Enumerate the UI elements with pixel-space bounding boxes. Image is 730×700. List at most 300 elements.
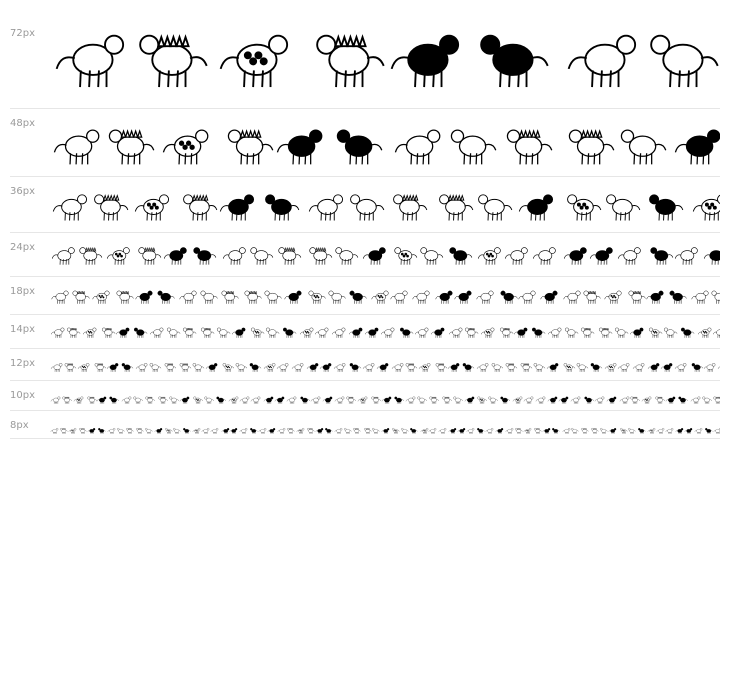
size-label: 10px bbox=[10, 390, 35, 401]
sea-serpent-glyph bbox=[234, 358, 248, 377]
dino-small-glyph bbox=[466, 420, 475, 438]
spotty-beast-glyph bbox=[697, 324, 713, 343]
stego-glyph bbox=[199, 324, 215, 343]
triceratops-glyph bbox=[306, 16, 389, 96]
glyph-strip bbox=[50, 176, 720, 232]
black-dino-glyph bbox=[154, 420, 163, 438]
scorpion-glyph bbox=[229, 420, 238, 438]
snake-glyph bbox=[299, 390, 311, 409]
curly-dragon-glyph bbox=[405, 390, 417, 409]
lion-triceratops-glyph bbox=[217, 185, 258, 227]
spotty-beast-glyph bbox=[370, 286, 391, 309]
lion-triceratops-glyph bbox=[665, 390, 677, 409]
scorpion-glyph bbox=[558, 390, 570, 409]
black-blob-glyph bbox=[562, 241, 590, 270]
black-blob-glyph bbox=[647, 358, 661, 377]
glyph-strip bbox=[50, 314, 720, 348]
lion-triceratops-glyph bbox=[273, 117, 328, 171]
feathered-glyph bbox=[262, 286, 283, 309]
sea-serpent-glyph bbox=[662, 324, 678, 343]
tiger-rex-glyph bbox=[530, 324, 546, 343]
stegosaurus-glyph bbox=[514, 420, 523, 438]
crocodile-glyph bbox=[712, 390, 720, 409]
duck-dino-glyph bbox=[148, 358, 162, 377]
crocodile-glyph bbox=[504, 358, 518, 377]
lizard-glyph bbox=[673, 241, 701, 270]
stegosaurus-glyph bbox=[76, 241, 104, 270]
cow-creature-glyph bbox=[105, 241, 133, 270]
feathered-glyph bbox=[168, 390, 180, 409]
glyph-strip bbox=[50, 348, 720, 380]
duck-dino-glyph bbox=[490, 358, 504, 377]
spotted-glyph bbox=[391, 241, 419, 270]
crocodile-glyph bbox=[219, 286, 240, 309]
black-dino-glyph bbox=[464, 390, 476, 409]
cow-creature-glyph bbox=[603, 286, 624, 309]
sample-row bbox=[10, 314, 720, 349]
snake-glyph bbox=[398, 324, 414, 343]
size-label: 36px bbox=[10, 186, 35, 197]
lizard-glyph bbox=[517, 286, 538, 309]
scorpion-glyph bbox=[364, 324, 380, 343]
curly-dragon-glyph bbox=[306, 185, 347, 227]
curly-tail-glyph bbox=[428, 420, 437, 438]
glyph-strip bbox=[50, 0, 720, 108]
stego-glyph bbox=[519, 358, 533, 377]
black-dino-glyph bbox=[179, 390, 191, 409]
black-cat-glyph bbox=[248, 358, 262, 377]
tiger-rex-glyph bbox=[461, 358, 475, 377]
bird-glyph bbox=[531, 241, 559, 270]
feathered-glyph bbox=[599, 420, 608, 438]
bird-glyph bbox=[210, 420, 219, 438]
lizard-glyph bbox=[310, 390, 322, 409]
bird-glyph bbox=[632, 358, 646, 377]
box-creature-glyph bbox=[606, 390, 618, 409]
tiger-rex-glyph bbox=[120, 358, 134, 377]
stegosaurus-glyph bbox=[404, 358, 418, 377]
dino-small-glyph bbox=[333, 358, 347, 377]
lion-triceratops-glyph bbox=[542, 420, 551, 438]
duck-dino-glyph bbox=[343, 420, 352, 438]
crocodile-glyph bbox=[163, 358, 177, 377]
spotted-glyph bbox=[249, 324, 265, 343]
glyph-strip bbox=[50, 276, 720, 314]
snake-glyph bbox=[583, 390, 595, 409]
lion-triceratops-glyph bbox=[385, 16, 468, 96]
snake-glyph bbox=[647, 241, 675, 270]
snake-glyph bbox=[690, 358, 704, 377]
size-label: 14px bbox=[10, 324, 35, 335]
platypus-glyph bbox=[50, 324, 66, 343]
triceratops-glyph bbox=[178, 185, 219, 227]
stegosaurus-glyph bbox=[345, 390, 357, 409]
black-dino-glyph bbox=[205, 358, 219, 377]
spotty-beast-glyph bbox=[604, 358, 618, 377]
scorpion-glyph bbox=[457, 420, 466, 438]
triceratops-glyph bbox=[626, 286, 647, 309]
cow-creature-glyph bbox=[73, 390, 85, 409]
black-blob-glyph bbox=[434, 286, 455, 309]
spotted-glyph bbox=[192, 390, 204, 409]
lion-triceratops-glyph bbox=[513, 324, 529, 343]
size-label: 72px bbox=[10, 28, 35, 39]
tiger-rex-glyph bbox=[393, 390, 405, 409]
black-cat-glyph bbox=[637, 420, 646, 438]
lion-triceratops-glyph bbox=[134, 286, 155, 309]
cow-creature-glyph bbox=[523, 420, 532, 438]
sample-row bbox=[10, 176, 720, 233]
lizard-glyph bbox=[703, 358, 717, 377]
black-dino-glyph bbox=[231, 324, 247, 343]
cow-creature-glyph bbox=[357, 390, 369, 409]
stego-glyph bbox=[434, 185, 475, 227]
cow-creature-glyph bbox=[82, 324, 98, 343]
tiger-rex-glyph bbox=[470, 16, 553, 96]
feathered-glyph bbox=[332, 241, 360, 270]
tiger-rex-glyph bbox=[155, 286, 176, 309]
sea-serpent-glyph bbox=[400, 420, 409, 438]
lion-triceratops-glyph bbox=[96, 390, 108, 409]
lion-triceratops-glyph bbox=[645, 286, 666, 309]
bird-glyph bbox=[665, 420, 674, 438]
dino-small-glyph bbox=[570, 390, 582, 409]
stego-glyph bbox=[597, 324, 613, 343]
triceratops-glyph bbox=[114, 286, 135, 309]
dino-small-glyph bbox=[616, 241, 644, 270]
platypus-glyph bbox=[50, 16, 133, 96]
triceratops-glyph bbox=[86, 390, 98, 409]
lion-triceratops-glyph bbox=[315, 420, 324, 438]
black-cat-glyph bbox=[589, 358, 603, 377]
curly-dragon-glyph bbox=[221, 241, 249, 270]
snake-glyph bbox=[348, 358, 362, 377]
size-label: 18px bbox=[10, 286, 35, 297]
stegosaurus-glyph bbox=[61, 390, 73, 409]
dino-small-glyph bbox=[694, 420, 703, 438]
bird-glyph bbox=[535, 390, 547, 409]
bird-glyph bbox=[438, 420, 447, 438]
crocodile-glyph bbox=[144, 390, 156, 409]
curly-tail-glyph bbox=[389, 286, 410, 309]
sample-row bbox=[10, 232, 720, 277]
crocodile-glyph bbox=[388, 185, 429, 227]
sea-serpent-glyph bbox=[575, 358, 589, 377]
feathered-glyph bbox=[452, 390, 464, 409]
sea-serpent-glyph bbox=[627, 420, 636, 438]
glyph-strip bbox=[50, 410, 720, 438]
curly-dragon-glyph bbox=[690, 286, 711, 309]
stegosaurus-glyph bbox=[59, 420, 68, 438]
lion-triceratops-glyph bbox=[162, 241, 190, 270]
black-dino-glyph bbox=[629, 324, 645, 343]
bird-glyph bbox=[411, 286, 432, 309]
crocodile-glyph bbox=[428, 390, 440, 409]
triceratops-glyph bbox=[498, 324, 514, 343]
box-creature-glyph bbox=[702, 241, 720, 270]
feathered-glyph bbox=[144, 420, 153, 438]
duck-dino-glyph bbox=[444, 117, 499, 171]
cow-creature-glyph bbox=[214, 16, 297, 96]
stegosaurus-glyph bbox=[63, 358, 77, 377]
stego-glyph bbox=[562, 117, 617, 171]
tiger-rex-glyph bbox=[190, 241, 218, 270]
scorpion-glyph bbox=[660, 358, 674, 377]
platypus-glyph bbox=[50, 185, 91, 227]
black-blob-glyph bbox=[263, 390, 275, 409]
curly-dragon-glyph bbox=[562, 16, 645, 96]
cow-creature-glyph bbox=[418, 358, 432, 377]
spotted-glyph bbox=[476, 390, 488, 409]
snake-glyph bbox=[498, 286, 519, 309]
black-dino-glyph bbox=[361, 241, 389, 270]
lion-triceratops-glyph bbox=[447, 358, 461, 377]
triceratops-glyph bbox=[221, 117, 276, 171]
size-label: 48px bbox=[10, 118, 35, 129]
scorpion-glyph bbox=[319, 358, 333, 377]
sample-row bbox=[10, 108, 720, 177]
platypus-glyph bbox=[334, 390, 346, 409]
crocodile-glyph bbox=[125, 420, 134, 438]
black-cat-glyph bbox=[409, 420, 418, 438]
curly-tail-glyph bbox=[276, 358, 290, 377]
duck-dino-glyph bbox=[570, 420, 579, 438]
black-cat-glyph bbox=[446, 241, 474, 270]
tiger-rex-glyph bbox=[677, 390, 689, 409]
platypus-glyph bbox=[50, 241, 78, 270]
cow-creature-glyph bbox=[91, 286, 112, 309]
curly-tail-glyph bbox=[523, 390, 535, 409]
triceratops-glyph bbox=[370, 390, 382, 409]
platypus-glyph bbox=[448, 324, 464, 343]
bird-glyph bbox=[250, 390, 262, 409]
stegosaurus-glyph bbox=[65, 324, 81, 343]
stegosaurus-glyph bbox=[629, 390, 641, 409]
triceratops-glyph bbox=[434, 358, 448, 377]
spotty-beast-glyph bbox=[512, 390, 524, 409]
cow-creature-glyph bbox=[132, 185, 173, 227]
platypus-glyph bbox=[50, 358, 64, 377]
lion-triceratops-glyph bbox=[115, 324, 131, 343]
duck-dino-glyph bbox=[640, 16, 720, 96]
curly-dragon-glyph bbox=[690, 390, 702, 409]
spotty-beast-glyph bbox=[690, 185, 720, 227]
lizard-glyph bbox=[414, 324, 430, 343]
black-dino-glyph bbox=[381, 420, 390, 438]
box-creature-glyph bbox=[376, 358, 390, 377]
feathered-glyph bbox=[215, 324, 231, 343]
platypus-glyph bbox=[562, 286, 583, 309]
spotty-beast-glyph bbox=[228, 390, 240, 409]
curly-tail-glyph bbox=[712, 324, 720, 343]
spotted-glyph bbox=[306, 286, 327, 309]
black-dino-glyph bbox=[671, 117, 720, 171]
lion-triceratops-glyph bbox=[106, 358, 120, 377]
tiger-rex-glyph bbox=[324, 420, 333, 438]
box-creature-glyph bbox=[267, 420, 276, 438]
stego-glyph bbox=[178, 358, 192, 377]
glyph-strip bbox=[50, 108, 720, 176]
crocodile-glyph bbox=[580, 420, 589, 438]
dino-small-glyph bbox=[380, 324, 396, 343]
duck-dino-glyph bbox=[701, 390, 713, 409]
lizard-glyph bbox=[713, 420, 720, 438]
triceratops-glyph bbox=[93, 358, 107, 377]
crocodile-glyph bbox=[181, 324, 197, 343]
tiger-rex-glyph bbox=[97, 420, 106, 438]
platypus-glyph bbox=[50, 117, 105, 171]
crocodile-glyph bbox=[275, 241, 303, 270]
stego-glyph bbox=[441, 390, 453, 409]
stegosaurus-glyph bbox=[463, 324, 479, 343]
spotty-beast-glyph bbox=[476, 241, 504, 270]
sea-serpent-glyph bbox=[487, 390, 499, 409]
duck-dino-glyph bbox=[247, 241, 275, 270]
spotty-beast-glyph bbox=[299, 324, 315, 343]
sea-serpent-glyph bbox=[601, 185, 642, 227]
lizard-glyph bbox=[485, 420, 494, 438]
feathered-glyph bbox=[371, 420, 380, 438]
curly-tail-glyph bbox=[503, 241, 531, 270]
curly-dragon-glyph bbox=[178, 286, 199, 309]
tiger-rex-glyph bbox=[260, 185, 301, 227]
curly-dragon-glyph bbox=[135, 358, 149, 377]
lizard-glyph bbox=[258, 420, 267, 438]
stego-glyph bbox=[157, 390, 169, 409]
spotted-glyph bbox=[221, 358, 235, 377]
black-cat-glyph bbox=[644, 185, 685, 227]
spotted-glyph bbox=[562, 185, 603, 227]
tiger-rex-glyph bbox=[667, 286, 688, 309]
feathered-glyph bbox=[613, 324, 629, 343]
duck-dino-glyph bbox=[416, 390, 428, 409]
platypus-glyph bbox=[50, 390, 62, 409]
crocodile-glyph bbox=[579, 324, 595, 343]
stegosaurus-glyph bbox=[286, 420, 295, 438]
black-cat-glyph bbox=[499, 390, 511, 409]
bird-glyph bbox=[291, 358, 305, 377]
glyph-strip bbox=[50, 380, 720, 410]
spotted-glyph bbox=[647, 324, 663, 343]
curly-dragon-glyph bbox=[547, 324, 563, 343]
black-cat-glyph bbox=[679, 324, 695, 343]
sample-row bbox=[10, 380, 720, 411]
cow-creature-glyph bbox=[296, 420, 305, 438]
black-cat-glyph bbox=[215, 390, 227, 409]
black-blob-glyph bbox=[348, 324, 364, 343]
tiger-rex-glyph bbox=[330, 117, 385, 171]
sea-serpent-glyph bbox=[417, 241, 445, 270]
black-dino-glyph bbox=[546, 358, 560, 377]
bird-glyph bbox=[331, 324, 347, 343]
duck-dino-glyph bbox=[345, 185, 386, 227]
dino-small-glyph bbox=[239, 420, 248, 438]
box-creature-glyph bbox=[430, 324, 446, 343]
tiger-rex-glyph bbox=[132, 324, 148, 343]
cow-creature-glyph bbox=[480, 324, 496, 343]
lion-triceratops-glyph bbox=[381, 390, 393, 409]
duck-dino-glyph bbox=[709, 286, 720, 309]
triceratops-glyph bbox=[100, 324, 116, 343]
sea-serpent-glyph bbox=[326, 286, 347, 309]
stegosaurus-glyph bbox=[581, 286, 602, 309]
sample-row bbox=[10, 276, 720, 315]
feathered-glyph bbox=[614, 117, 669, 171]
platypus-glyph bbox=[619, 390, 631, 409]
black-cat-glyph bbox=[281, 324, 297, 343]
curly-dragon-glyph bbox=[121, 390, 133, 409]
duck-dino-glyph bbox=[132, 390, 144, 409]
stegosaurus-glyph bbox=[102, 117, 157, 171]
duck-dino-glyph bbox=[198, 286, 219, 309]
tiger-rex-glyph bbox=[551, 420, 560, 438]
stego-glyph bbox=[242, 286, 263, 309]
curly-tail-glyph bbox=[617, 358, 631, 377]
black-dino-glyph bbox=[283, 286, 304, 309]
scorpion-glyph bbox=[453, 286, 474, 309]
lizard-glyph bbox=[594, 390, 606, 409]
curly-tail-glyph bbox=[201, 420, 210, 438]
feathered-glyph bbox=[532, 358, 546, 377]
platypus-glyph bbox=[50, 286, 71, 309]
triceratops-glyph bbox=[654, 390, 666, 409]
sample-row bbox=[10, 348, 720, 381]
dino-small-glyph bbox=[674, 358, 688, 377]
scorpion-glyph bbox=[684, 420, 693, 438]
lion-triceratops-glyph bbox=[87, 420, 96, 438]
platypus-glyph bbox=[391, 358, 405, 377]
size-label: 8px bbox=[10, 420, 29, 431]
spotty-beast-glyph bbox=[263, 358, 277, 377]
cow-creature-glyph bbox=[159, 117, 214, 171]
box-creature-glyph bbox=[717, 358, 720, 377]
sample-row bbox=[10, 0, 720, 109]
curly-tail-glyph bbox=[656, 420, 665, 438]
size-label: 12px bbox=[10, 358, 35, 369]
sea-serpent-glyph bbox=[264, 324, 280, 343]
feathered-glyph bbox=[191, 358, 205, 377]
size-label: 24px bbox=[10, 242, 35, 253]
cow-creature-glyph bbox=[77, 358, 91, 377]
curly-tail-glyph bbox=[314, 324, 330, 343]
stegosaurus-glyph bbox=[70, 286, 91, 309]
curly-dragon-glyph bbox=[391, 117, 446, 171]
lizard-glyph bbox=[362, 358, 376, 377]
black-cat-glyph bbox=[182, 420, 191, 438]
crocodile-glyph bbox=[352, 420, 361, 438]
sample-row bbox=[10, 410, 720, 439]
tiger-rex-glyph bbox=[108, 390, 120, 409]
dino-small-glyph bbox=[475, 286, 496, 309]
spotted-glyph bbox=[562, 358, 576, 377]
black-blob-glyph bbox=[306, 358, 320, 377]
scorpion-glyph bbox=[274, 390, 286, 409]
scorpion-glyph bbox=[588, 241, 616, 270]
sea-serpent-glyph bbox=[172, 420, 181, 438]
curly-tail-glyph bbox=[239, 390, 251, 409]
stegosaurus-glyph bbox=[89, 185, 130, 227]
crocodile-glyph bbox=[500, 117, 555, 171]
black-cat-glyph bbox=[347, 286, 368, 309]
stego-glyph bbox=[306, 241, 334, 270]
curly-dragon-glyph bbox=[476, 358, 490, 377]
black-dino-glyph bbox=[608, 420, 617, 438]
box-creature-glyph bbox=[495, 420, 504, 438]
duck-dino-glyph bbox=[563, 324, 579, 343]
black-dino-glyph bbox=[516, 185, 557, 227]
cow-creature-glyph bbox=[68, 420, 77, 438]
triceratops-glyph bbox=[135, 241, 163, 270]
